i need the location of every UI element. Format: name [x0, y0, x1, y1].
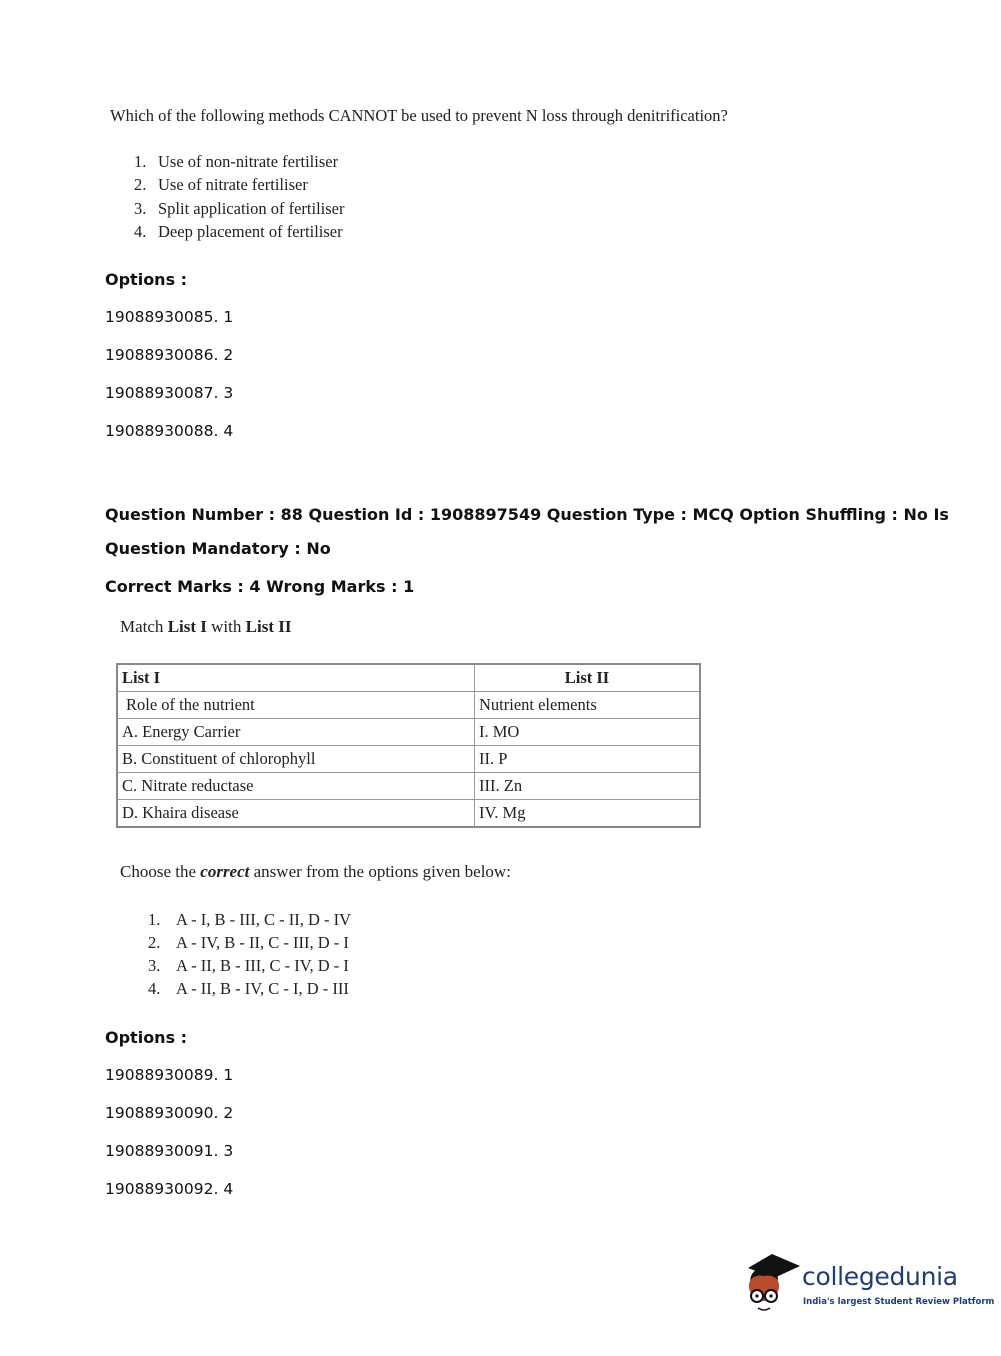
- table-cell: D. Khaira disease: [117, 800, 475, 828]
- table-cell: B. Constituent of chlorophyll: [117, 746, 475, 773]
- q88-instruction: [120, 862, 511, 882]
- choice-text: Use of nitrate fertiliser: [158, 175, 308, 195]
- match-title-text: Match: [120, 617, 168, 636]
- q88-option-1: 19088930089. 1: [105, 1066, 234, 1084]
- q88-meta-line-3: Correct Marks : 4 Wrong Marks : 1: [105, 577, 415, 596]
- match-title-list2: List II: [245, 617, 292, 636]
- choice-text: A - I, B - III, C - II, D - IV: [176, 909, 352, 929]
- choice-text: A - II, B - III, C - IV, D - I: [176, 955, 349, 975]
- table-row: [117, 773, 700, 800]
- table-cell: C. Nitrate reductase: [117, 773, 475, 800]
- mascot-logo-icon: [742, 1250, 802, 1316]
- choice-number: 4.: [134, 222, 147, 242]
- q88-match-title: [120, 617, 291, 637]
- table-cell: II. P: [475, 746, 701, 773]
- logo-wordmark: collegedunia: [802, 1262, 958, 1291]
- list-item: [134, 150, 345, 174]
- table-cell: A. Energy Carrier: [117, 719, 475, 746]
- choice-text: Use of non-nitrate fertiliser: [158, 151, 339, 171]
- choice-number: 2.: [134, 175, 147, 195]
- choice-number: 3.: [148, 955, 161, 975]
- match-title-list1: List I: [167, 617, 207, 636]
- instruction-text: answer from the options given below:: [249, 862, 511, 881]
- q87-option-3: 19088930087. 3: [105, 384, 234, 402]
- instruction-text: Choose the: [120, 862, 201, 881]
- table-header-row: [117, 664, 700, 692]
- table-row: [117, 800, 700, 828]
- table-row: [117, 719, 700, 746]
- choice-number: 1.: [134, 151, 147, 171]
- q87-option-2: 19088930086. 2: [105, 346, 234, 364]
- list-item: [148, 908, 351, 931]
- q88-choice-list: [148, 908, 351, 1000]
- choice-text: Deep placement of fertiliser: [158, 222, 343, 242]
- list-item: [148, 931, 351, 954]
- logo-tagline: India's largest Student Review Platform: [803, 1297, 995, 1307]
- match-table: [116, 663, 701, 828]
- table-cell: IV. Mg: [475, 800, 701, 828]
- q87-stem: Which of the following methods CANNOT be used to prevent N loss through denitrification?: [110, 106, 728, 125]
- q88-meta-line-1: Question Number : 88 Question Id : 1908897549 Question Type : MCQ Option Shuffling : No Is: [105, 505, 949, 524]
- q87-option-4: 19088930088. 4: [105, 422, 234, 440]
- list-item: [134, 174, 345, 198]
- list-item: [148, 954, 351, 977]
- table-cell: Role of the nutrient: [117, 692, 475, 719]
- table-header-cell: List I: [117, 664, 475, 692]
- q88-option-3: 19088930091. 3: [105, 1142, 234, 1160]
- q88-options-heading: Options :: [105, 1028, 188, 1047]
- q87-option-1: 19088930085. 1: [105, 308, 234, 326]
- table-header-cell: List II: [475, 664, 701, 692]
- list-item: [134, 197, 345, 221]
- choice-text: A - II, B - IV, C - I, D - III: [176, 978, 349, 998]
- q88-option-4: 19088930092. 4: [105, 1180, 234, 1198]
- match-title-text: with: [206, 617, 246, 636]
- choice-number: 1.: [148, 909, 161, 929]
- choice-number: 3.: [134, 198, 147, 218]
- q87-choice-list: [134, 150, 345, 244]
- choice-text: A - IV, B - II, C - III, D - I: [176, 932, 349, 952]
- table-row: [117, 746, 700, 773]
- table-cell: III. Zn: [475, 773, 701, 800]
- list-item: [134, 221, 345, 245]
- choice-text: Split application of fertiliser: [158, 198, 345, 218]
- choice-number: 2.: [148, 932, 161, 952]
- q87-options-heading: Options :: [105, 270, 188, 289]
- table-row: [117, 692, 700, 719]
- q88-meta-line-2: Question Mandatory : No: [105, 539, 331, 558]
- table-cell: I. MO: [475, 719, 701, 746]
- list-item: [148, 977, 351, 1000]
- instruction-emphasis: correct: [200, 862, 250, 881]
- choice-number: 4.: [148, 978, 161, 998]
- q88-option-2: 19088930090. 2: [105, 1104, 234, 1122]
- table-cell: Nutrient elements: [475, 692, 701, 719]
